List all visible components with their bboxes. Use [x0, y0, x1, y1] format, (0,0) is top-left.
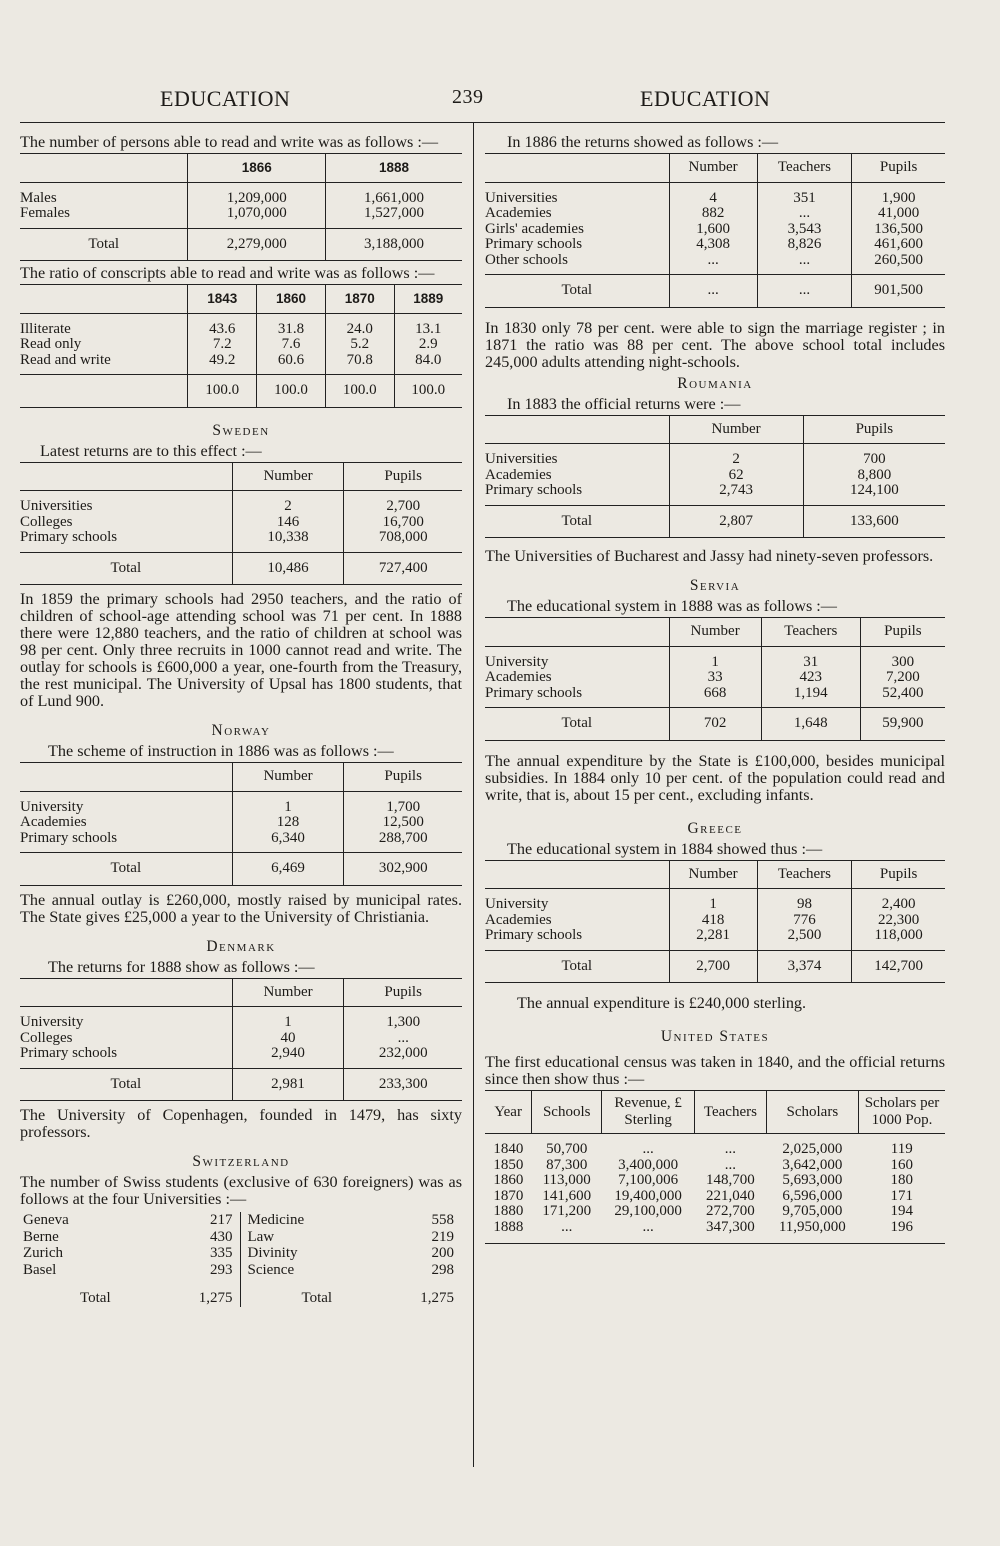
cell: 146	[232, 515, 344, 531]
cell: 3,374	[757, 950, 852, 983]
cell: 3,400,000	[618, 1156, 679, 1173]
total-label: Total	[485, 950, 669, 983]
cell: 100.0	[325, 375, 394, 408]
cell: 901,500	[852, 275, 945, 308]
col-header: Teachers	[757, 860, 852, 889]
cell: 4	[669, 182, 757, 206]
cell: ...	[757, 253, 852, 275]
cell: ...	[561, 1218, 573, 1235]
cell: 430	[209, 1228, 233, 1245]
row-label: Illiterate	[20, 320, 71, 337]
cell: 232,000	[344, 1046, 462, 1068]
cell: 148,700	[706, 1172, 755, 1188]
cell: 293	[209, 1261, 233, 1278]
cell: 1,275	[420, 1290, 454, 1306]
cell: 2,025,000	[782, 1141, 843, 1157]
cell: 7.2	[188, 337, 257, 353]
cell: 133,600	[803, 505, 945, 538]
row-label: Law	[241, 1229, 391, 1246]
row-label: Girls' academies	[485, 220, 584, 237]
cell: 16,700	[344, 515, 462, 531]
cell: 119	[890, 1141, 913, 1157]
table-sweden	[20, 462, 462, 586]
cell: 43.6	[188, 313, 257, 337]
cell: 41,000	[852, 206, 945, 222]
col-header: Scholars	[766, 1091, 858, 1134]
cell: 1,700	[344, 791, 462, 815]
row-label: Other schools	[485, 251, 568, 268]
col-header: Number	[669, 860, 757, 889]
row-label: Primary schools	[20, 1045, 118, 1061]
cell: ...	[724, 1156, 737, 1173]
cell: 124,100	[803, 483, 945, 505]
row-label: Primary schools	[20, 529, 118, 545]
cell: 49.2	[188, 353, 257, 375]
cell: 221,040	[706, 1187, 755, 1204]
row-label: Primary schools	[485, 927, 583, 943]
row-label: Academies	[20, 814, 87, 830]
heading-roumania: Roumania	[677, 374, 753, 392]
row-label: University	[20, 798, 84, 815]
total-label: Total	[20, 1068, 232, 1101]
cell: 87,300	[546, 1156, 588, 1173]
table-denmark	[20, 978, 462, 1102]
cell: 219	[431, 1228, 454, 1245]
intro-read-write: The number of persons able to read and write was as follows :—	[20, 133, 439, 151]
cell: 1,300	[344, 1007, 462, 1031]
cell: 171	[890, 1187, 913, 1204]
cell: 2,700	[344, 491, 462, 515]
cell: 10,486	[232, 552, 344, 585]
cell: 7.6	[257, 337, 326, 353]
cell: 100.0	[394, 375, 462, 408]
total-label: Total	[80, 1290, 111, 1306]
intro-roumania: In 1883 the official returns were :—	[507, 394, 741, 413]
cell: 351	[757, 182, 852, 206]
cell: 7,100,006	[618, 1172, 679, 1188]
cell: 60.6	[257, 353, 326, 375]
cell: 1,648	[761, 708, 860, 741]
table-switzerland	[20, 1212, 462, 1307]
cell: 142,700	[852, 950, 945, 983]
cell: ...	[642, 1141, 654, 1157]
col-header: 1860	[257, 285, 326, 314]
row-label: Divinity	[241, 1245, 391, 1262]
heading-sweden: Sweden	[212, 421, 270, 439]
table-1886	[485, 153, 945, 308]
row-label: Geneva	[23, 1212, 69, 1228]
cell: 1860	[493, 1172, 524, 1188]
total-label: Total	[241, 1278, 391, 1307]
cell: 302,900	[344, 853, 462, 886]
col-header: Pupils	[852, 154, 945, 183]
cell: 288,700	[344, 831, 462, 853]
cell: 1880	[493, 1203, 524, 1219]
intro-norway: The scheme of instruction in 1886 was as follows :—	[48, 742, 394, 760]
cell: 1	[232, 791, 344, 815]
text-denmark: The University of Copenhagen, founded in 1479, has sixty professors.	[20, 1106, 462, 1141]
col-header: Pupils	[803, 415, 945, 444]
cell: 668	[669, 686, 761, 708]
cell: 11,950,000	[778, 1218, 846, 1235]
cell: 702	[669, 708, 761, 741]
total-label: Total	[485, 708, 669, 741]
row-label: Females	[20, 205, 70, 221]
cell: 2,940	[232, 1046, 344, 1068]
cell: ...	[669, 275, 757, 308]
col-header: Number	[669, 415, 803, 444]
total-label: Total	[485, 275, 669, 308]
cell: 5,693,000	[782, 1172, 843, 1188]
cell: ...	[344, 1031, 462, 1047]
cell: 1840	[493, 1141, 524, 1157]
right-column	[485, 124, 945, 1248]
cell: 2,981	[232, 1068, 344, 1101]
col-header: 1870	[325, 285, 394, 314]
heading-usa: United States	[660, 1028, 770, 1045]
cell: 22,300	[852, 913, 945, 929]
cell: 141,600	[542, 1187, 592, 1204]
cell: 180	[890, 1172, 913, 1188]
cell: ...	[757, 206, 852, 222]
cell: 113,000	[542, 1172, 591, 1188]
cell: 50,700	[546, 1141, 588, 1157]
table-norway	[20, 762, 462, 886]
col-header: 1866	[188, 154, 326, 183]
col-header: Number	[232, 763, 344, 792]
cell: 461,600	[852, 237, 945, 253]
row-label: University	[485, 896, 549, 912]
text-servia: The annual expenditure by the State is £100,000, besides municipal subsidies. In 1884 only 10 per cent. of the population could read and write, that is, about 15 per cent., excluding infants.	[485, 751, 945, 804]
cell: 160	[890, 1156, 913, 1173]
text-sweden: In 1859 the primary schools had 2950 teachers, and the ratio of children of school-age attending school was 71 per cent. In 1888 there were 12,880 teachers, and the ratio of children at school was 98 per cent. Only three recruits in 1000 cannot read and write. The outlay for schools is £600,000 a year, one-fourth from the Treasury, the rest municipal. The University of Upsal has 1800 students, that of Lund 900.	[20, 590, 462, 710]
cell: 200	[431, 1245, 454, 1261]
heading-switzerland: Switzerland	[192, 1153, 290, 1170]
intro-usa: The first educational census was taken in 1840, and the official returns since then show thus :—	[485, 1053, 945, 1088]
row-label: Academies	[485, 669, 552, 685]
cell: 19,400,000	[614, 1187, 682, 1204]
heading-greece: Greece	[687, 819, 743, 837]
cell: 1,600	[669, 222, 757, 238]
header-rule	[20, 122, 945, 123]
col-header: Teachers	[757, 154, 852, 183]
cell: 31	[761, 646, 860, 670]
cell: 1850	[493, 1156, 524, 1173]
cell: 8,826	[757, 237, 852, 253]
cell: 6,469	[232, 853, 344, 886]
cell: 62	[669, 468, 803, 484]
row-label: Basel	[23, 1261, 57, 1278]
col-header: 1888	[325, 154, 462, 183]
row-label: Read and write	[20, 351, 111, 368]
col-header: 1889	[394, 285, 462, 314]
col-header: Number	[232, 462, 344, 491]
row-label: Academies	[485, 205, 552, 221]
cell: 13.1	[394, 313, 462, 337]
heading-norway: Norway	[211, 722, 271, 739]
cell: 171,200	[542, 1203, 592, 1219]
intro-conscripts: The ratio of conscripts able to read and write was as follows :—	[20, 264, 435, 282]
row-label: Science	[241, 1262, 391, 1279]
cell: 1,527,000	[325, 206, 462, 228]
cell: 196	[890, 1218, 913, 1235]
cell: 3,543	[757, 222, 852, 238]
cell: 2,500	[757, 928, 852, 950]
cell: 1,194	[761, 686, 860, 708]
cell: ...	[724, 1141, 737, 1157]
text-1886: In 1830 only 78 per cent. were able to sign the marriage register ; in 1871 the ratio was 88 per cent. The above school total includes 245,000 adults attending night-schools.	[485, 318, 945, 371]
row-label: Primary schools	[485, 684, 583, 701]
table-greece	[485, 860, 945, 984]
row-label: Primary schools	[20, 829, 118, 846]
col-header: Schools	[532, 1091, 602, 1134]
row-label: Read only	[20, 336, 82, 352]
cell: 2,700	[669, 950, 757, 983]
cell: 6,596,000	[782, 1187, 843, 1204]
cell: 558	[431, 1212, 454, 1228]
row-label: Universities	[20, 498, 93, 514]
cell: 2,743	[669, 483, 803, 505]
text-norway: The annual outlay is £260,000, mostly raised by municipal rates. The State gives £25,000 a year to the University of Christiania.	[20, 890, 462, 926]
cell: 1	[232, 1007, 344, 1031]
cell: 100.0	[188, 375, 257, 408]
cell: 298	[431, 1261, 454, 1278]
table-read-write	[20, 153, 462, 261]
row-label: University	[485, 653, 549, 670]
running-head-left: EDUCATION	[160, 86, 291, 111]
cell: 100.0	[257, 375, 326, 408]
intro-switzerland: The number of Swiss students (exclusive of 630 foreigners) was as follows at the four Universities :—	[20, 1173, 462, 1208]
cell: 118,000	[852, 928, 945, 950]
intro-1886: In 1886 the returns showed as follows :—	[507, 133, 779, 151]
row-label: Medicine	[241, 1212, 391, 1229]
cell: 727,400	[344, 552, 462, 585]
total-label: Total	[20, 228, 188, 261]
heading-servia: Servia	[689, 577, 741, 594]
cell: 128	[232, 815, 344, 831]
text-roumania: The Universities of Bucharest and Jassy had ninety-seven professors.	[485, 547, 934, 565]
col-header: Pupils	[344, 978, 462, 1007]
row-label: Academies	[485, 911, 552, 928]
cell: 3,642,000	[782, 1156, 843, 1173]
cell: 423	[761, 670, 860, 686]
col-header: Teachers	[761, 618, 860, 647]
row-label: Zurich	[23, 1245, 63, 1261]
col-header: Number	[232, 978, 344, 1007]
cell: 70.8	[325, 353, 394, 375]
total-label: Total	[20, 853, 232, 886]
col-header: Pupils	[344, 462, 462, 491]
row-label: Universities	[485, 189, 558, 206]
col-header: Pupils	[344, 763, 462, 792]
cell: 1870	[493, 1187, 524, 1204]
cell: 5.2	[325, 337, 394, 353]
cell: 1,900	[852, 182, 945, 206]
cell: 272,700	[706, 1203, 755, 1219]
cell: 3,188,000	[325, 228, 462, 261]
cell: 1,070,000	[188, 206, 326, 228]
cell: 59,900	[860, 708, 945, 741]
cell: 40	[232, 1031, 344, 1047]
left-column	[20, 124, 462, 1307]
col-header: 1843	[188, 285, 257, 314]
cell: 1888	[493, 1218, 524, 1235]
col-header: Scholars per 1000 Pop.	[859, 1091, 946, 1134]
cell: 2,281	[669, 928, 757, 950]
row-label: University	[20, 1014, 84, 1030]
cell: 7,200	[860, 670, 945, 686]
table-servia	[485, 617, 945, 741]
cell: 335	[209, 1245, 233, 1261]
cell: 84.0	[394, 353, 462, 375]
cell: 776	[757, 913, 852, 929]
cell: 708,000	[344, 530, 462, 552]
cell: 300	[860, 646, 945, 670]
total-label: Total	[20, 552, 232, 585]
row-label: Colleges	[20, 513, 73, 530]
row-label: Academies	[485, 466, 552, 483]
cell: 260,500	[852, 253, 945, 275]
row-label: Males	[20, 189, 57, 206]
cell: 98	[757, 889, 852, 913]
cell: 2,807	[669, 505, 803, 538]
cell: 29,100,000	[614, 1203, 682, 1219]
cell: 136,500	[852, 222, 945, 238]
cell: ...	[642, 1218, 654, 1235]
col-header: Number	[669, 618, 761, 647]
cell: 2,400	[852, 889, 945, 913]
cell: 6,340	[232, 831, 344, 853]
cell: 31.8	[257, 313, 326, 337]
col-header: Pupils	[852, 860, 945, 889]
total-label: Total	[485, 505, 669, 538]
cell: 4,308	[669, 237, 757, 253]
row-label: Colleges	[20, 1029, 73, 1046]
table-usa	[485, 1090, 945, 1244]
cell: 12,500	[344, 815, 462, 831]
cell: 33	[669, 670, 761, 686]
cell: 52,400	[860, 686, 945, 708]
running-head-right: EDUCATION	[640, 86, 771, 111]
cell: 2	[232, 491, 344, 515]
page-number: 239	[452, 86, 484, 108]
cell: 347,300	[706, 1218, 755, 1235]
cell: 217	[209, 1212, 233, 1228]
cell: 10,338	[232, 530, 344, 552]
col-header: Pupils	[860, 618, 945, 647]
cell: 194	[890, 1203, 913, 1219]
table-roumania	[485, 415, 945, 539]
row-label: Primary schools	[485, 236, 583, 252]
cell: 2.9	[394, 337, 462, 353]
cell: 1,661,000	[325, 182, 462, 206]
cell: 418	[669, 913, 757, 929]
cell: 1	[669, 646, 761, 670]
cell: 233,300	[344, 1068, 462, 1101]
intro-greece: The educational system in 1884 showed thus :—	[507, 839, 823, 858]
text-greece: The annual expenditure is £240,000 sterling.	[517, 994, 807, 1012]
cell: 24.0	[325, 313, 394, 337]
cell: 2	[669, 444, 803, 468]
cell: 8,800	[803, 468, 945, 484]
intro-servia: The educational system in 1888 was as follows :—	[507, 597, 837, 615]
cell: ...	[669, 253, 757, 275]
heading-denmark: Denmark	[206, 937, 276, 955]
cell: ...	[757, 275, 852, 308]
cell: 2,279,000	[188, 228, 326, 261]
cell: 700	[803, 444, 945, 468]
table-conscripts	[20, 284, 462, 408]
cell: 1	[669, 889, 757, 913]
col-header: Teachers	[695, 1091, 767, 1134]
row-label: Primary schools	[485, 482, 583, 498]
cell: 9,705,000	[782, 1203, 843, 1219]
column-divider	[473, 122, 474, 1467]
cell: 882	[669, 206, 757, 222]
cell: 1,275	[198, 1290, 233, 1306]
col-header: Year	[485, 1091, 532, 1134]
col-header: Number	[669, 154, 757, 183]
cell: 1,209,000	[188, 182, 326, 206]
col-header: Revenue, £ Sterling	[602, 1091, 695, 1134]
row-label: Universities	[485, 451, 558, 467]
intro-sweden: Latest returns are to this effect :—	[40, 441, 262, 460]
intro-denmark: The returns for 1888 show as follows :—	[48, 957, 315, 976]
row-label: Berne	[23, 1228, 59, 1245]
